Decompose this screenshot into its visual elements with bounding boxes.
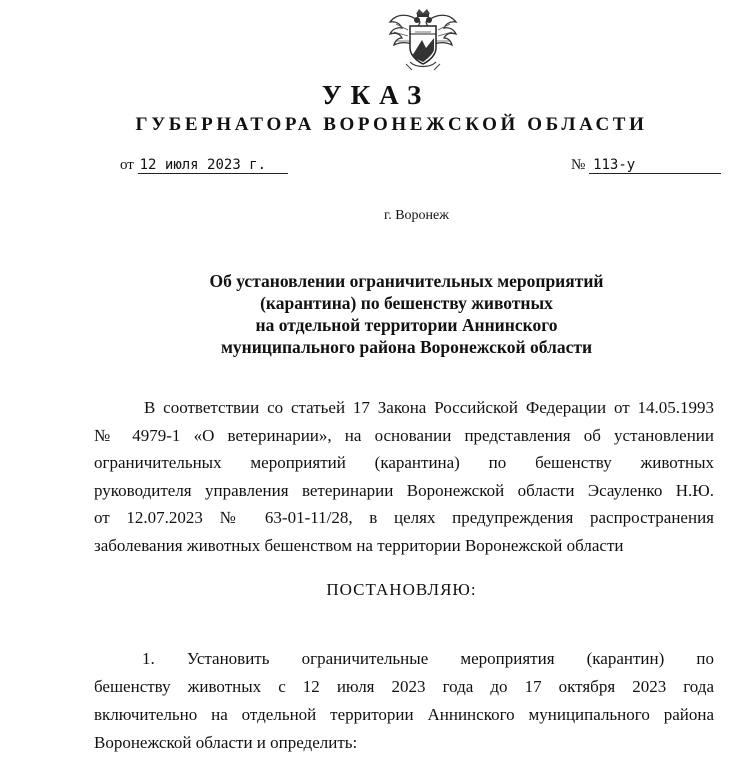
heading-line: Об установлении ограничительных мероприятий — [209, 271, 604, 291]
item-line: включительно на отдельной территории Аннинского муниципального района — [94, 705, 714, 724]
city-label: г. Воронеж — [384, 208, 449, 223]
item-1-paragraph — [94, 645, 714, 757]
document-heading — [0, 270, 743, 358]
preamble-line: ограничительных мероприятий (карантина) по бешенству животных — [94, 453, 714, 472]
item-line: Воронежской области и определить: — [94, 733, 358, 752]
date-prefix: от — [120, 157, 134, 173]
preamble-paragraph — [94, 394, 714, 559]
preamble-line: от 12.07.2023 № 63-01-11/28, в целях предупреждения распространения — [94, 508, 714, 527]
preamble-line: заболевания животных бешенством на территории Воронежской области — [94, 535, 624, 555]
item-line: бешенству животных с 12 июля 2023 года до 17 октября 2023 года — [94, 677, 714, 696]
number-prefix: № — [571, 157, 586, 173]
coat-of-arms-emblem — [386, 8, 460, 74]
preamble-line: № 4979-1 «О ветеринарии», на основании представления об установлении — [94, 425, 714, 445]
preamble-line: В соответствии со статьей 17 Закона Российской Федерации от 14.05.1993 — [144, 398, 714, 417]
heading-line: (карантина) по бешенству животных — [260, 293, 553, 313]
heading-line: на отдельной территории Аннинского — [255, 315, 558, 335]
number-row — [571, 157, 721, 174]
heading-line: муниципального района Воронежской области — [220, 337, 593, 357]
document-subtitle: ГУБЕРНАТОРА ВОРОНЕЖСКОЙ ОБЛАСТИ — [135, 114, 648, 135]
date-row — [120, 157, 288, 174]
preamble-line: руководителя управления ветеринарии Воронежской области Эсауленко Н.Ю. — [94, 480, 714, 500]
decree-word: ПОСТАНОВЛЯЮ: — [326, 580, 477, 599]
date-value: 12 июля 2023 г. — [138, 157, 288, 174]
document-title: УКАЗ — [321, 80, 431, 110]
item-line: 1. Установить ограничительные мероприятия (карантин) по — [142, 649, 714, 668]
number-value: 113-у — [589, 157, 721, 174]
